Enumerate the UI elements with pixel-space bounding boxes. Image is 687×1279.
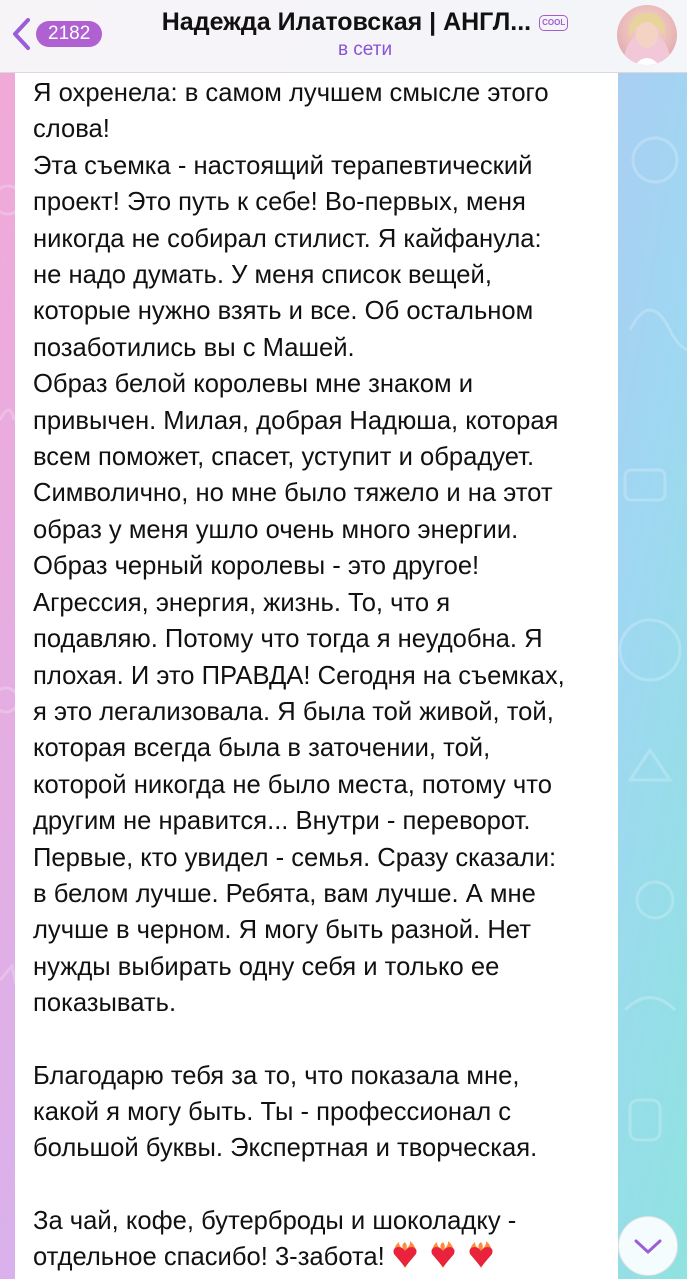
heart-on-fire-icon (427, 1239, 459, 1271)
chat-title-block[interactable] (130, 8, 600, 61)
message-paragraph: Благодарю тебя за то, что показала мне, какой я могу быть. Ты - профессионал с большой буквы. Экспертная и творческая. (33, 1061, 538, 1163)
heart-on-fire-icon (465, 1239, 497, 1271)
cool-emoji-badge: COOL (539, 15, 568, 31)
message-bubble[interactable] (15, 71, 618, 1279)
chat-title: Надежда Илатовская | АНГЛ... (161, 8, 532, 36)
unread-count-badge: 2182 (36, 21, 102, 47)
chat-header (0, 0, 687, 73)
back-button[interactable] (10, 14, 102, 54)
message-paragraph: Я охренела: в самом лучшем смысле этого слова! Эта съемка - настоящий терапевтический проект! Это путь к себе! Во-первых, меня никогда не собирал стилист. Я кайфанула: не надо думать. У меня список вещей, которые нужно взять и все. Об остальном позаботились вы с Машей. Образ белой королевы мне знаком и привычен. Милая, добрая Надюша, которая всем поможет, спасет, уступит и обрадует. Символично, но мне было тяжело и на этот образ у меня ушло очень много энергии. Образ черный королевы - это другое! Агрессия, энергия, жизнь. То, что я подавляю. Потому что тогда я неудобна. Я плохая. И это ПРАВДА! Сегодня на съемках, я это легализовала. Я была той живой, той, которая всегда была в заточении, той, которой никогда не было места, потому что другим не нравится... Внутри - переворот. Первые, кто увидел - семья. Сразу сказали: в белом лучше. Ребята, вам лучше. А мне лучше в черном. Я могу быть разной. Нет нужды выбирать одну себя и только ее показывать. (33, 79, 565, 1018)
chevron-down-icon (633, 1236, 663, 1256)
emoji-group (389, 1239, 497, 1271)
avatar[interactable] (617, 5, 677, 65)
message-paragraph-last: За чай, кофе, бутерброды и шоколадку - отдельное спасибо! 3-забота! (33, 1206, 517, 1272)
heart-on-fire-icon (389, 1239, 421, 1271)
scroll-to-bottom-button[interactable] (618, 1216, 678, 1276)
chevron-left-icon (10, 14, 32, 54)
avatar-photo (617, 5, 677, 65)
online-status: в сети (337, 39, 393, 60)
